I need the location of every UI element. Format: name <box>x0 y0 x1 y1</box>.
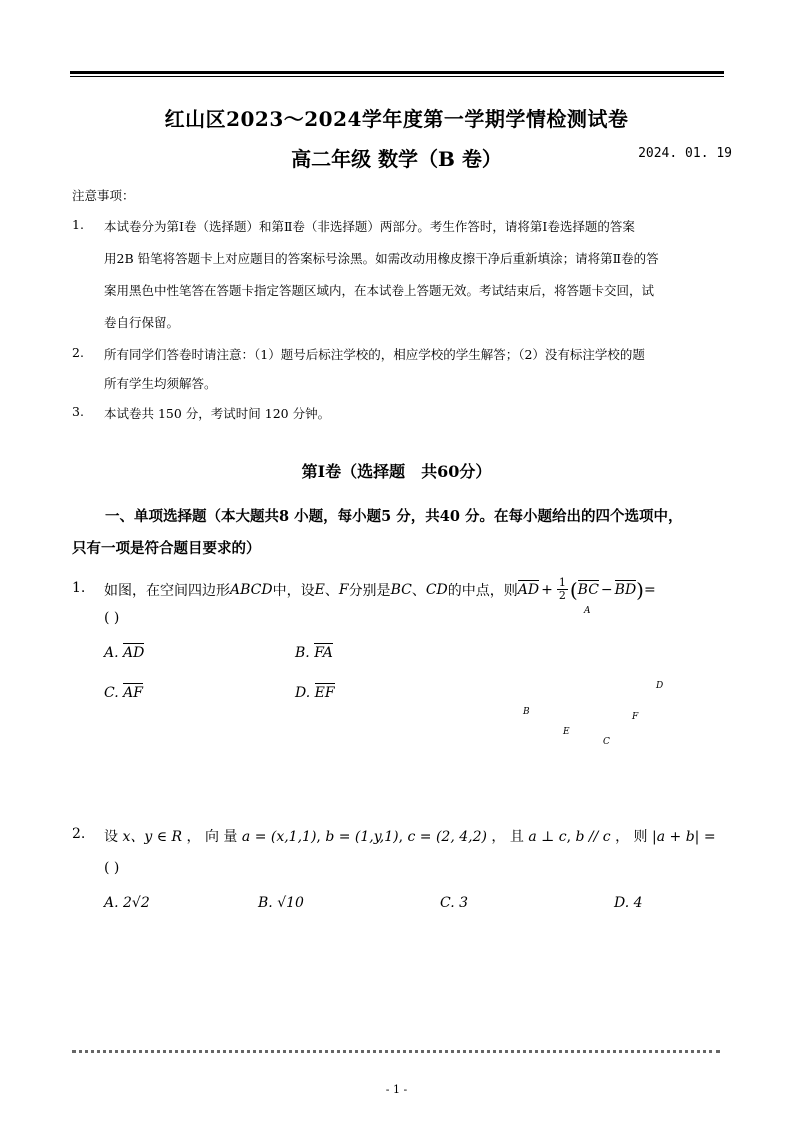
q2-cond-1: a ⊥ c <box>528 829 567 845</box>
q1-option-b-label: B. <box>295 645 315 661</box>
q1-f: F <box>338 581 349 598</box>
top-rule-thin <box>70 76 724 77</box>
q1-blank: ( ) <box>104 610 120 626</box>
q1-frac-den: 2 <box>558 589 566 602</box>
top-rule-thick <box>70 71 724 74</box>
q1-text-d: 的中点，则 <box>447 582 518 599</box>
q2-option-a[interactable]: A. 2√2 <box>104 895 150 911</box>
q1-option-d-vec: EF <box>314 685 335 701</box>
q1-option-c[interactable] <box>104 685 143 701</box>
exam-date: 2024. 01. 19 <box>638 146 732 161</box>
notice-3-num: 3. <box>72 404 84 419</box>
q1-option-c-vec: AF <box>123 685 143 701</box>
bottom-dotted-rule <box>72 1050 720 1053</box>
q1-option-c-label: C. <box>104 685 124 701</box>
q1-shape: ABCD <box>230 581 273 598</box>
page-number: - 1 - <box>385 1083 408 1096</box>
notice-heading: 注意事项： <box>72 188 135 203</box>
notice-3-line-1: 本试卷共 150 分，考试时间 120 分钟。 <box>104 406 331 421</box>
q1-bc: BC <box>390 581 412 598</box>
q1-option-a[interactable] <box>104 645 144 661</box>
q1-vec-bc: BC <box>577 581 599 598</box>
q1-paren-open: ( <box>569 577 578 602</box>
section-desc-line-2: 只有一项是符合题目要求的） <box>72 540 261 557</box>
q1-option-d-label: D. <box>295 685 315 701</box>
notice-1-line-2: 用2B 铅笔将答题卡上对应题目的答案标号涂黑。如需改动用橡皮擦干净后重新填涂；请将第Ⅱ卷的答 <box>104 251 659 266</box>
q2-option-d[interactable]: D. 4 <box>614 895 643 911</box>
q1-e: E <box>314 581 325 598</box>
q1-vec-ad: AD <box>517 581 540 598</box>
q1-vec-bd: BD <box>614 581 637 598</box>
q1-sep-2: 、 <box>411 582 426 599</box>
q1-cd: CD <box>425 581 448 598</box>
q1-figure-label-d: D <box>656 681 664 691</box>
q1-option-a-label: A. <box>104 645 124 661</box>
q1-minus: − <box>600 581 613 598</box>
q1-figure-label-b: B <box>523 707 530 717</box>
q1-stem <box>104 577 656 602</box>
q1-figure-label-a: A <box>584 606 591 616</box>
q1-text-a: 如图，在空间四边形 <box>104 582 230 599</box>
section-title: 第Ⅰ卷（选择题 共60分） <box>301 462 492 481</box>
q1-figure-label-f: F <box>632 712 639 722</box>
q2-vars: x、y <box>122 829 153 845</box>
notice-1-line-3: 案用黑色中性笔答在答题卡指定答题区域内，在本试卷上答题无效。考试结束后，将答题卡交回，试 <box>104 283 655 298</box>
notice-1-num: 1. <box>72 217 84 232</box>
q1-fraction <box>557 577 568 602</box>
q1-paren-close: ) <box>636 577 644 602</box>
q1-number: 1. <box>72 580 86 596</box>
notice-2-line-1: 所有同学们答卷时请注意：（1）题号后标注学校的，相应学校的学生解答；（2）没有标注学校的题 <box>104 347 645 362</box>
q2-a-def: a = (x,1,1) <box>241 829 317 845</box>
notice-2-line-2: 所有学生均须解答。 <box>104 376 217 391</box>
q2-ask: |a + b| = <box>652 829 716 845</box>
q1-figure-label-e: E <box>563 727 570 737</box>
q2-text-c: ， 且 <box>491 829 524 845</box>
q2-option-c[interactable]: C. 3 <box>440 895 469 911</box>
q2-r: R <box>171 829 183 845</box>
section-desc-line-1: 一、单项选择题（本大题共8 小题，每小题5 分，共40 分。在每小题给出的四个选项中， <box>105 508 683 525</box>
q1-plus: + <box>541 581 553 598</box>
exam-title: 红山区2023～2024学年度第一学期学情检测试卷 <box>164 107 629 131</box>
notice-1-line-4: 卷自行保留。 <box>104 315 180 330</box>
q1-text-c: 分别是 <box>348 582 391 599</box>
q2-number: 2. <box>72 826 86 842</box>
q1-option-b-vec: FA <box>314 645 333 661</box>
q2-option-b[interactable]: B. √10 <box>258 895 304 911</box>
q1-figure-label-c: C <box>603 737 610 747</box>
notice-1-line-1: 本试卷分为第Ⅰ卷（选择题）和第Ⅱ卷（非选择题）两部分。考生作答时，请将第Ⅰ卷选择题的答案 <box>104 219 635 234</box>
q2-text-b: ， 向 量 <box>186 829 238 845</box>
q2-text-a: 设 <box>104 829 118 845</box>
q2-c-def: c = (2, 4,2) <box>407 829 487 845</box>
q1-sep-1: 、 <box>324 582 339 599</box>
q2-blank: ( ) <box>104 860 120 876</box>
q2-text-d: ， 则 <box>615 829 648 845</box>
q2-cond-2: b // c <box>575 829 611 845</box>
q2-b-def: b = (1,y,1) <box>325 829 399 845</box>
q2-stem: 设 x、y ∈ R ， 向 量 a = (x,1,1), b = (1,y,1), c = (2, 4,2) ， 且 a ⊥ c, b // c ， 则 |a + b| = <box>104 829 716 845</box>
q1-option-d[interactable] <box>295 685 335 701</box>
q1-option-a-vec: AD <box>123 645 145 661</box>
q2-in: ∈ <box>152 829 172 845</box>
q1-text-b: 中，设 <box>272 582 315 599</box>
notice-2-num: 2. <box>72 345 84 360</box>
q1-frac-num: 1 <box>558 576 566 589</box>
exam-subtitle: 高二年级 数学（B 卷） <box>291 147 502 171</box>
q1-option-b[interactable] <box>295 645 333 661</box>
q1-eq: = <box>643 581 656 598</box>
